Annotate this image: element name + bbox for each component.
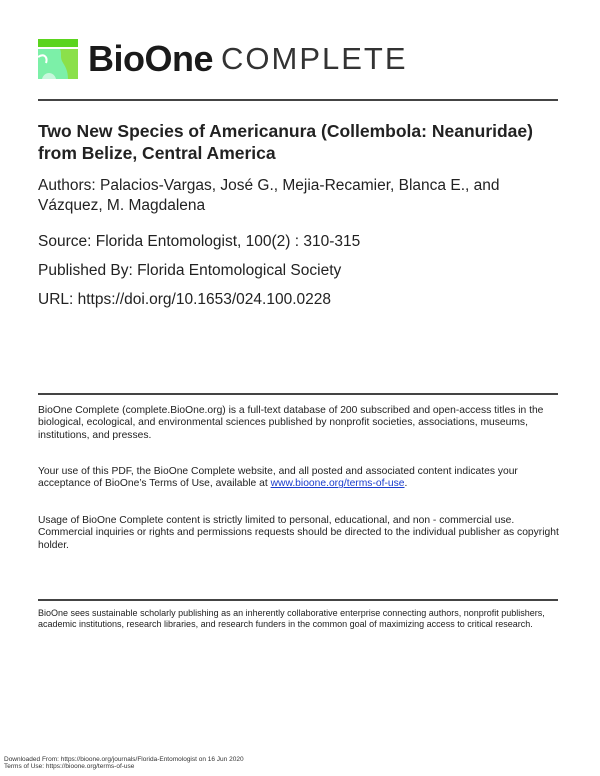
terms-footer: Terms of Use: https://bioone.org/terms-of-use: [4, 763, 135, 770]
bottom-divider: [38, 599, 558, 601]
terms-period: .: [404, 478, 408, 490]
middle-divider: [38, 393, 558, 395]
usage-paragraph: Usage of BioOne Complete content is strictly limited to personal, educational, and non - commercial use. Commercial inquiries or rights and permissions requests should be directed to the individual publisher as copyright holder.: [38, 515, 559, 551]
doi-url: URL: https://doi.org/10.1653/024.100.0228: [38, 291, 331, 308]
logo-name: BioOne: [88, 38, 214, 79]
terms-paragraph: [38, 466, 560, 491]
terms-text: Your use of this PDF, the BioOne Complete website, and all posted and associated content indicates your acceptance of BioOne’s Terms of Use, available at: [38, 466, 518, 490]
top-divider: [38, 99, 558, 101]
download-info: Downloaded From: https://bioone.org/journals/Florida-Entomologist on 16 Jun 2020: [4, 756, 244, 763]
mission-paragraph: BioOne sees sustainable scholarly publishing as an inherently collaborative enterprise connecting authors, nonprofit publishers, academic institutions, research libraries, and research funders in the common goal of maximizing access to critical research.: [38, 608, 545, 629]
terms-link[interactable]: www.bioone.org/terms-of-use: [270, 478, 405, 490]
bioone-logo-icon: [38, 39, 78, 79]
logo-sub: COMPLETE: [221, 41, 408, 76]
source: Source: Florida Entomologist, 100(2) : 310-315: [38, 233, 361, 250]
publisher: Published By: Florida Entomological Society: [38, 262, 342, 279]
authors: Authors: Palacios-Vargas, José G., Mejia-Recamier, Blanca E., and Vázquez, M. Magdalena: [38, 177, 500, 214]
bioone-logo: [38, 38, 408, 80]
article-title: Two New Species of Americanura (Collembola: Neanuridae) from Belize, Central America: [38, 121, 533, 163]
description-paragraph: BioOne Complete (complete.BioOne.org) is a full-text database of 200 subscribed and open-access titles in the biological, ecological, and environmental sciences published by nonprofit societies, associations, museums, institutions, and presses.: [38, 405, 544, 441]
